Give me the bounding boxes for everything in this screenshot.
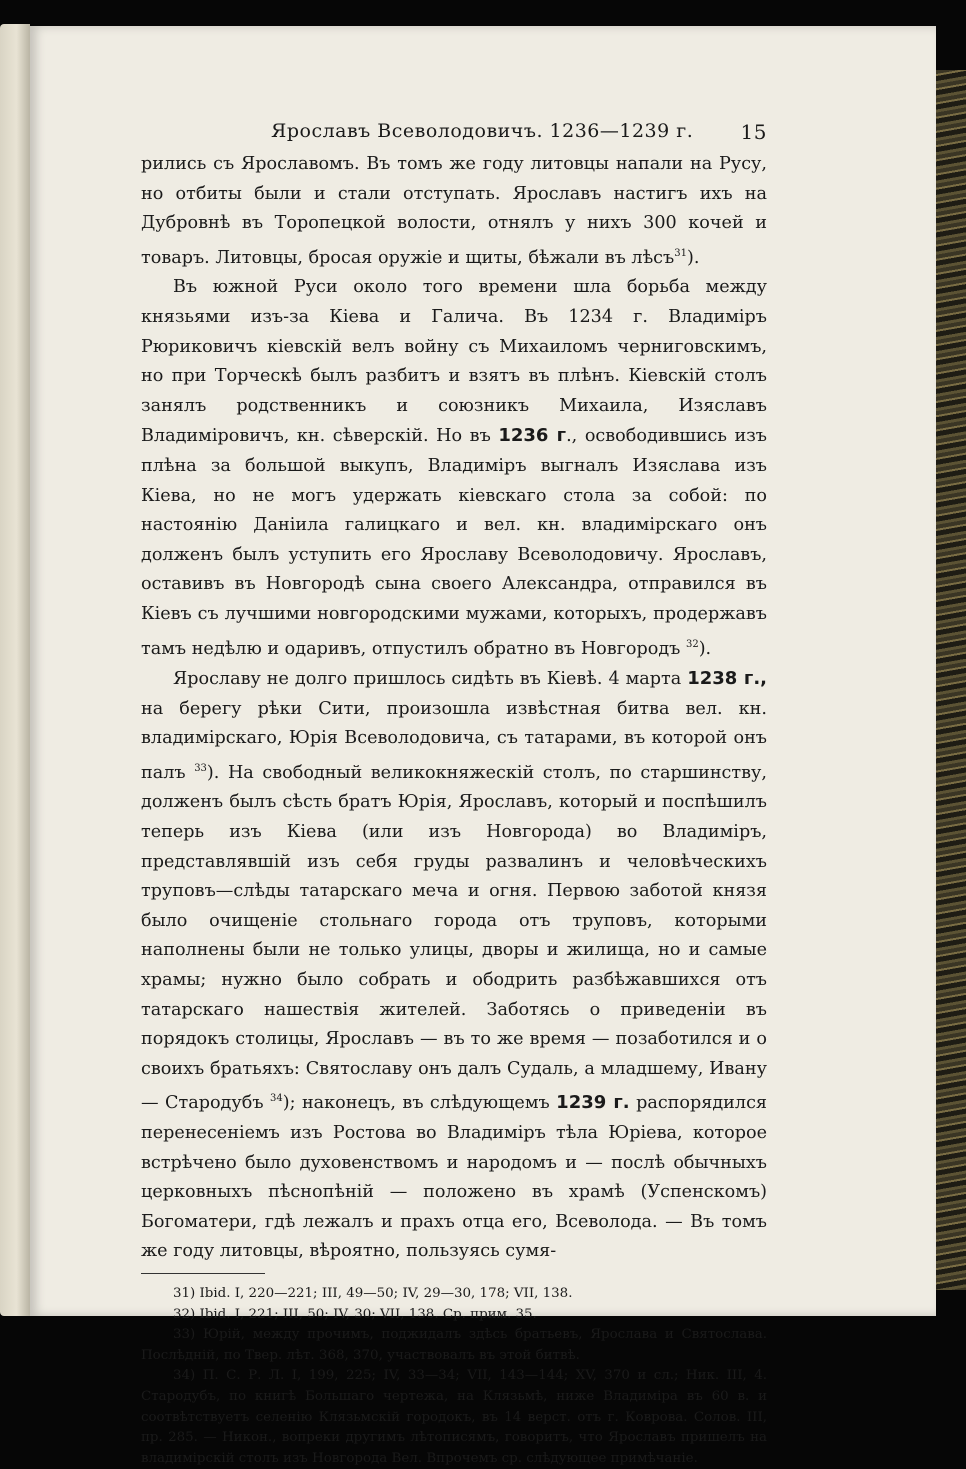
previous-page-edge (0, 24, 30, 1316)
footnote-34: 34) П. С. Р. Л. I, 199, 225; IV, 33—34; VII, 143—144; XV, 370 и сл.; Ник. III, 4. Стародубъ, по книгѣ Большаго чертежа, на Клязьмѣ, ниже Владиміра въ 60 в. и соотвѣтствуетъ селенію Клязьмскій городокъ, въ 14 верст. отъ г. Коврова. Солов. III, пр. 285. — Никон., вопреки другимъ лѣтописямъ, говоритъ, что Ярославъ пришелъ на владимірскій столъ изъ Новгорода Вел. Впрочемъ ср. слѣдующее примѣчаніе. (141, 1368, 767, 1466)
paragraph-2-text-a: Въ южной Руси около того времени шла борьба между князьями изъ-за Кіева и Галича. Въ 1234 г. Владиміръ Рюриковичъ кіевскій велъ войну съ Михаиломъ черниговскимъ, но при Торческѣ былъ разбитъ и взятъ въ плѣнъ. Кіевскій столъ занялъ родственникъ и союзникъ Михаила, Изяславъ Владиміровичъ, кн. сѣверскій. Но въ (141, 277, 767, 447)
footnote-divider (141, 1273, 265, 1274)
page-content (141, 116, 767, 1469)
footnotes (141, 1284, 767, 1469)
year-1236: 1236 г (498, 425, 567, 447)
paragraph-3-text-d: ); наконецъ, въ слѣдующемъ (282, 1093, 550, 1114)
paragraph-2-end: ). (698, 638, 712, 659)
footnote-33: 33) Юрій, между прочимъ, поджидалъ здѣсь братьевъ, Ярослава и Святослава. Послѣдній, по Твер. лѣт. 368, 370, участвовалъ въ этой битвѣ. (141, 1327, 767, 1363)
paragraph-3 (141, 664, 767, 1267)
footnote-31: 31) Ibid. I, 220—221; III, 49—50; IV, 29—30, 178; VII, 138. (173, 1285, 573, 1301)
paragraph-1-text: рились съ Ярославомъ. Въ томъ же году литовцы напали на Русу, но отбиты были и стали отступать. Ярославъ настигъ ихъ на Дубровнѣ въ Торопецкой волости, отнялъ у нихъ 300 кочей и товаръ. Литовцы, бросая оружіе и щиты, бѣжали въ лѣсъ (141, 154, 767, 268)
page-number: 15 (740, 120, 767, 144)
running-title: Ярославъ Всеволодовичъ. 1236—1239 г. (271, 120, 694, 142)
year-1238: 1238 г., (687, 668, 768, 690)
paragraph-2-text-b: ., освободившись изъ плѣна за большой выкупъ, Владиміръ выгналъ Изяслава изъ Кіева, но не могъ удержать кіевскаго стола за собой: по настоянію Даніила галицкаго и вел. кн. владимірскаго онъ долженъ былъ уступить его Ярославу Всеволодовичу. Ярославъ, оставивъ въ Новгородѣ сына своего Александра, отправился въ Кіевъ съ лучшими новгородскими мужами, которыхъ, продержавъ тамъ недѣлю и одаривъ, отпустилъ обратно въ Новгородъ (141, 426, 767, 659)
paragraph-3-text-c: ). На свободный великокняжескій столъ, по старшинству, долженъ былъ сѣсть братъ Юрія, Ярославъ, который и поспѣшилъ теперь изъ Кіева (или изъ Новгорода) во Владиміръ, представлявшій изъ себя груды развалинъ и человѣческихъ труповъ—слѣды татарскаго меча и огня. Первою заботой князя было очищеніе стольнаго города отъ труповъ, которыми наполнены были не только улицы, дворы и жилища, но и самые храмы; нужно было собрать и ободрить разбѣжавшихся отъ татарскаго нашествія жителей. Заботясь о приведеніи въ порядокъ столицы, Ярославъ — въ то же время — позаботился и о своихъ братьяхъ: Святославу онъ далъ Судаль, а младшему, Ивану — Стародубъ (141, 762, 767, 1114)
paragraph-3-text-b: на берегу рѣки Сити, произошла извѣстная битва вел. кн. владимірскаго, Юрія Всеволодовича, съ татарами, въ которой онъ палъ (141, 698, 767, 783)
footnote-ref-31: 31 (674, 247, 687, 259)
running-header (141, 116, 767, 150)
footnote-ref-34: 34 (269, 1093, 283, 1105)
paragraph-3-text-e: распорядился перенесеніемъ изъ Ростова во Владиміръ тѣла Юріева, которое встрѣчено было духовенствомъ и народомъ и — послѣ обычныхъ церковныхъ пѣснопѣній — положено въ храмѣ (Успенскомъ) Богоматери, гдѣ лежалъ и прахъ отца его, Всеволода. — Въ томъ же году литовцы, вѣроятно, пользуясь сумя- (141, 1093, 768, 1262)
main-text (141, 150, 767, 1267)
footnote-ref-33: 33 (194, 762, 207, 774)
footnote-32: 32) Ibid. I, 221; III, 50; IV, 30; VII, 138. Ср. прим. 35. (173, 1306, 537, 1322)
paragraph-1 (141, 150, 767, 273)
year-1239: 1239 г. (556, 1092, 630, 1114)
paragraph-3-text-a: Ярославу не долго пришлось сидѣть въ Кіевѣ. 4 марта (173, 669, 682, 690)
paragraph-1-end: ). (686, 247, 700, 268)
paragraph-2 (141, 273, 767, 664)
marbled-book-edge (936, 70, 966, 1290)
footnote-ref-32: 32 (685, 638, 699, 650)
